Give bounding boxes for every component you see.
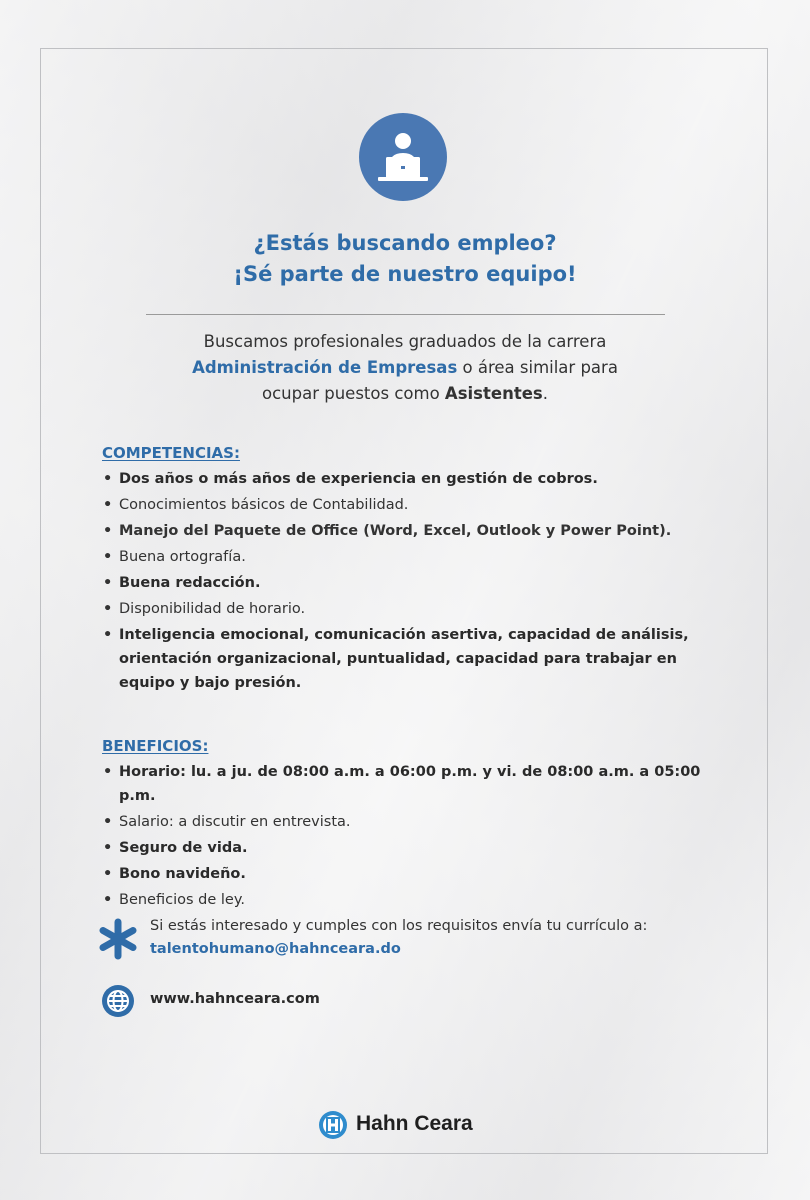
list-item-rest: (Word, Excel, Outlook y Power Point). [358, 523, 672, 539]
brand-name: Hahn Ceara [356, 1112, 473, 1135]
intro-line-3 [0, 381, 810, 407]
asterisk-icon [97, 914, 139, 956]
headline-line-1: ¿Estás buscando empleo? [253, 231, 557, 255]
list-item: • Disponibilidad de horario. [102, 597, 722, 621]
divider [146, 314, 665, 315]
headline-line-2: ¡Sé parte de nuestro equipo! [233, 262, 577, 286]
intro-line-3-start: ocupar puestos como [262, 384, 445, 403]
hahn-ceara-logo-icon [318, 1108, 348, 1142]
list-item: • Salario: a discutir en entrevista. [102, 810, 722, 834]
list-item: • Buena ortografía. [102, 545, 722, 569]
intro-line-2-rest: o área similar para [457, 358, 618, 377]
list-item: • Beneficios de ley. [102, 888, 722, 912]
intro-line-2 [0, 355, 810, 381]
list-item-bold: Manejo del Paquete de Office [119, 523, 359, 539]
list-item: • Inteligencia emocional, comunicación asertiva, capacidad de análisis, orientación organizacional, puntualidad, capacidad para trabajar en equipo y bajo presión. [102, 623, 722, 695]
contact-email-link[interactable]: talentohumano@hahnceara.do [150, 941, 401, 957]
list-item: • Seguro de vida. [102, 836, 722, 860]
list-item: • Buena redacción. [102, 571, 722, 595]
position-name: Asistentes [444, 384, 543, 403]
competencias-list [102, 467, 722, 695]
list-item: • Dos años o más años de experiencia en gestión de cobros. [102, 467, 722, 491]
list-item: • Conocimientos básicos de Contabilidad. [102, 493, 722, 517]
list-item: • Bono navideño. [102, 862, 722, 886]
person-at-laptop-icon [359, 113, 447, 201]
career-name: Administración de Empresas [192, 358, 458, 377]
globe-icon [102, 985, 134, 1017]
beneficios-list [102, 760, 722, 914]
intro-line-3-end: . [542, 384, 548, 403]
website-link[interactable]: www.hahnceara.com [150, 991, 320, 1007]
beneficios-heading: BENEFICIOS: [102, 737, 209, 755]
intro-line-1: Buscamos profesionales graduados de la carrera [203, 332, 607, 351]
contact-instructions: Si estás interesado y cumples con los requisitos envía tu currículo a: [150, 918, 648, 934]
list-item [102, 519, 722, 543]
list-item: • Horario: lu. a ju. de 08:00 a.m. a 06:00 p.m. y vi. de 08:00 a.m. a 05:00 p.m. [102, 760, 722, 808]
competencias-heading: COMPETENCIAS: [102, 444, 240, 462]
